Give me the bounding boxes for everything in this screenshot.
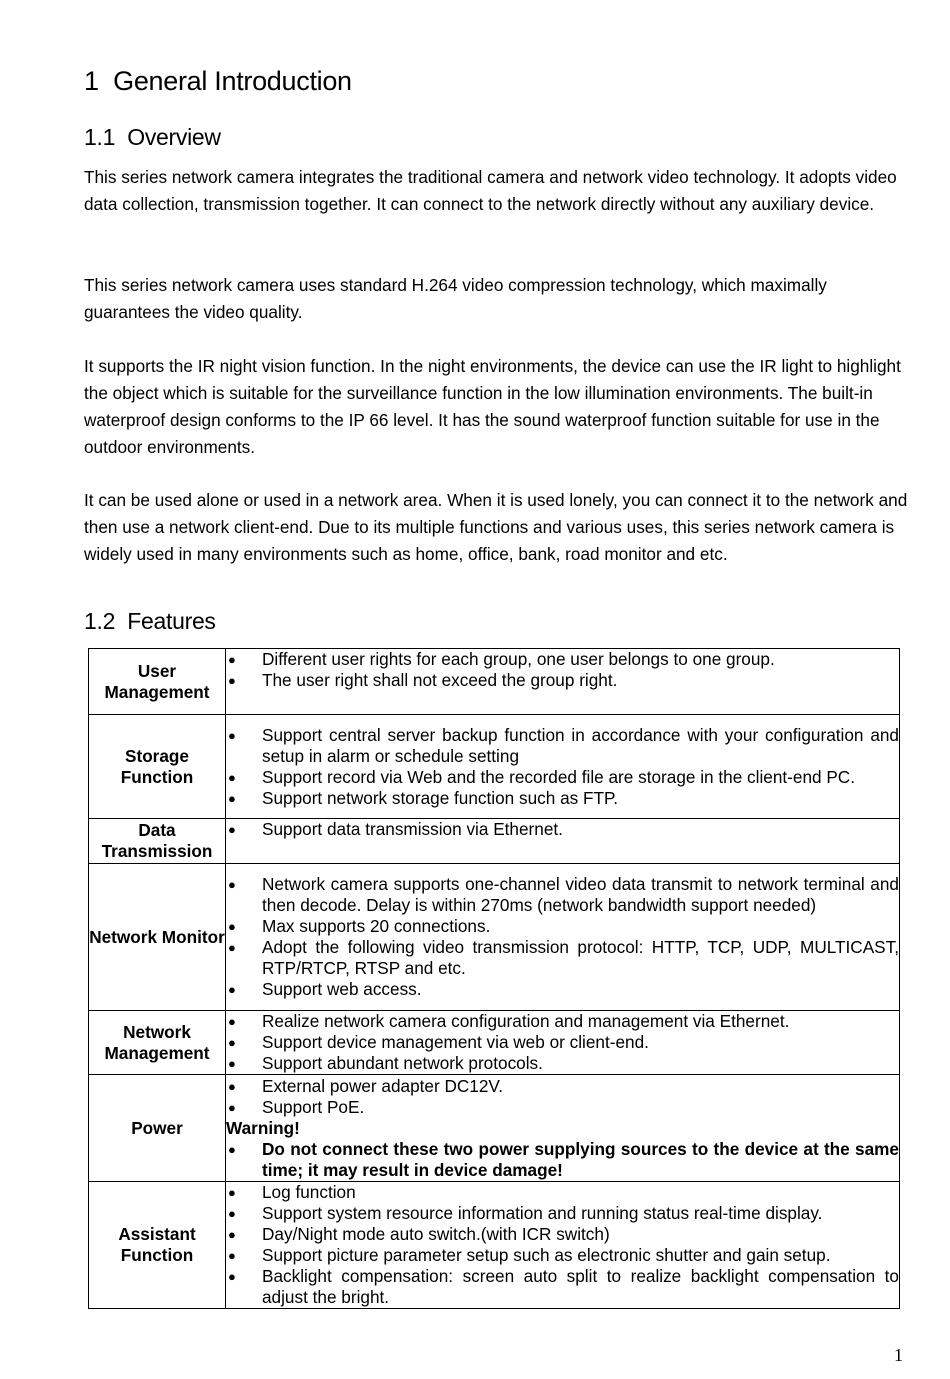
feature-list [226, 1011, 899, 1074]
table-row [89, 1011, 900, 1075]
page-number: 1 [894, 1345, 903, 1365]
list-item: ● Adopt the following video transmission protocol: HTTP, TCP, UDP, MULTICAST, RTP/RTCP, RTSP and etc. [226, 937, 899, 979]
features-number: 1.2 [84, 608, 116, 634]
feature-label: Network Management [89, 1011, 226, 1075]
feature-list [226, 819, 899, 840]
overview-heading [84, 124, 221, 151]
section-heading [84, 66, 352, 97]
feature-content [226, 864, 900, 1011]
features-title: Features [127, 608, 216, 634]
overview-paragraph: This series network camera uses standard H.264 video compression technology, which maximally guarantees the video quality. [84, 275, 827, 322]
feature-label: Power [89, 1075, 226, 1182]
list-item: ● Support system resource information and running status real-time display. [226, 1203, 899, 1224]
warning-title: Warning! [226, 1117, 300, 1138]
overview-paragraph: This series network camera integrates the traditional camera and network video technology. It adopts video data collection, transmission together. It can connect to the network directly without any auxiliary device. [84, 167, 897, 214]
section-number: 1 [84, 66, 99, 96]
list-item: ● Support network storage function such as FTP. [226, 788, 899, 809]
feature-label: Assistant Function [89, 1182, 226, 1309]
list-item: ● Different user rights for each group, one user belongs to one group. [226, 649, 899, 670]
list-item: ● Support device management via web or client-end. [226, 1032, 899, 1053]
overview-number: 1.1 [84, 124, 116, 150]
feature-list [226, 1182, 899, 1308]
list-item: ● Backlight compensation: screen auto split to realize backlight compensation to adjust the bright. [226, 1266, 899, 1308]
list-item: ● Max supports 20 connections. [226, 916, 899, 937]
feature-label: Data Transmission [89, 819, 226, 864]
table-row [89, 1182, 900, 1309]
feature-content [226, 715, 900, 819]
feature-list [226, 725, 899, 809]
overview-paragraph: It supports the IR night vision function. In the night environments, the device can use the IR light to highlight the object which is suitable for the surveillance function in the low illumination environments. The built-in waterproof design conforms to the IP 66 level. It has the sound waterproof function suitable for use in the outdoor environments. [84, 356, 901, 457]
list-item: ● Realize network camera configuration and management via Ethernet. [226, 1011, 899, 1032]
feature-label: User Management [89, 649, 226, 715]
features-table [88, 648, 900, 1309]
feature-content [226, 819, 900, 864]
feature-label: Storage Function [89, 715, 226, 819]
list-item: ● Support central server backup function in accordance with your configuration and setup in alarm or schedule setting [226, 725, 899, 767]
table-row [89, 715, 900, 819]
list-item: ● The user right shall not exceed the group right. [226, 670, 899, 691]
overview-paragraph: It can be used alone or used in a network area. When it is used lonely, you can connect it to the network and then use a network client-end. Due to its multiple functions and various uses, this series network camera is widely used in many environments such as home, office, bank, road monitor and etc. [84, 490, 908, 564]
list-item: ● Support PoE. [226, 1097, 899, 1118]
feature-content [226, 649, 900, 715]
list-item: ● External power adapter DC12V. [226, 1076, 899, 1097]
section-title: General Introduction [113, 66, 352, 96]
feature-label: Network Monitor [89, 864, 226, 1011]
features-heading [84, 608, 216, 635]
feature-list [226, 1076, 899, 1118]
feature-list [226, 649, 899, 691]
list-item: ● Support web access. [226, 979, 899, 1000]
warning-item: ● Do not connect these two power supplying sources to the device at the same time; it may result in device damage! [226, 1139, 899, 1181]
overview-title: Overview [127, 124, 221, 150]
feature-content [226, 1182, 900, 1309]
table-row [89, 649, 900, 715]
feature-content [226, 1075, 900, 1182]
list-item: ● Support record via Web and the recorded file are storage in the client-end PC. [226, 767, 899, 788]
list-item: ● Log function [226, 1182, 899, 1203]
feature-content [226, 1011, 900, 1075]
list-item: ● Day/Night mode auto switch.(with ICR switch) [226, 1224, 899, 1245]
list-item: ● Support abundant network protocols. [226, 1053, 899, 1074]
list-item: ● Support picture parameter setup such as electronic shutter and gain setup. [226, 1245, 899, 1266]
list-item: ● Network camera supports one-channel video data transmit to network terminal and then decode. Delay is within 270ms (network bandwidth support needed) [226, 874, 899, 916]
table-row [89, 819, 900, 864]
table-row [89, 1075, 900, 1182]
list-item: ● Support data transmission via Ethernet. [226, 819, 899, 840]
feature-list [226, 874, 899, 1000]
warning-list [226, 1139, 899, 1181]
table-row [89, 864, 900, 1011]
